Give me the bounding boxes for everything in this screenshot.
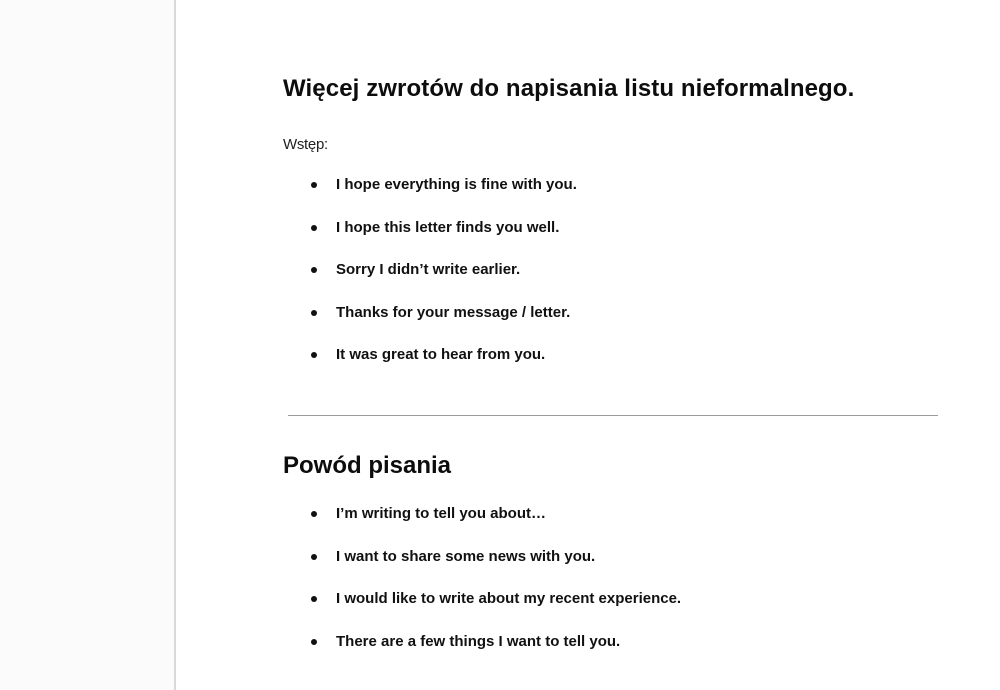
list-item-text: Thanks for your message / letter. <box>336 303 571 321</box>
section-heading-phrases: Więcej zwrotów do napisania listu nieformalnego. <box>283 75 855 102</box>
list-item-text: I hope this letter finds you well. <box>336 218 560 236</box>
bullet-icon <box>311 267 317 273</box>
section-heading-reason: Powód pisania <box>283 452 452 479</box>
bullet-icon <box>311 511 317 517</box>
list-item <box>308 346 577 389</box>
bullet-icon <box>311 310 317 316</box>
horizontal-rule <box>288 415 938 416</box>
list-item <box>308 261 577 304</box>
list-item-text: Sorry I didn’t write earlier. <box>336 261 521 278</box>
list-item <box>308 219 577 262</box>
list-item <box>308 304 577 347</box>
intro-label: Wstęp: <box>283 136 328 153</box>
list-item <box>308 505 681 548</box>
bullet-icon <box>311 596 317 602</box>
list-item-text: It was great to hear from you. <box>336 346 546 363</box>
bullet-icon <box>311 225 317 231</box>
list-item-text: I hope everything is fine with you. <box>336 176 577 193</box>
list-item <box>308 176 577 219</box>
document-content <box>178 0 1000 690</box>
bullet-icon <box>311 182 317 188</box>
list-item-text: I would like to write about my recent experience. <box>336 590 682 607</box>
list-item-text: I want to share some news with you. <box>336 547 596 565</box>
list-item <box>308 633 681 676</box>
list-item <box>308 590 681 633</box>
list-item-text: I’m writing to tell you about… <box>336 505 546 522</box>
left-side-panel <box>0 0 176 690</box>
bullet-icon <box>311 639 317 645</box>
bullet-icon <box>311 352 317 358</box>
reason-phrases-list <box>308 505 681 675</box>
bullet-icon <box>311 554 317 560</box>
list-item-text: There are a few things I want to tell you. <box>336 632 621 650</box>
intro-phrases-list <box>308 176 577 389</box>
list-item <box>308 548 681 591</box>
